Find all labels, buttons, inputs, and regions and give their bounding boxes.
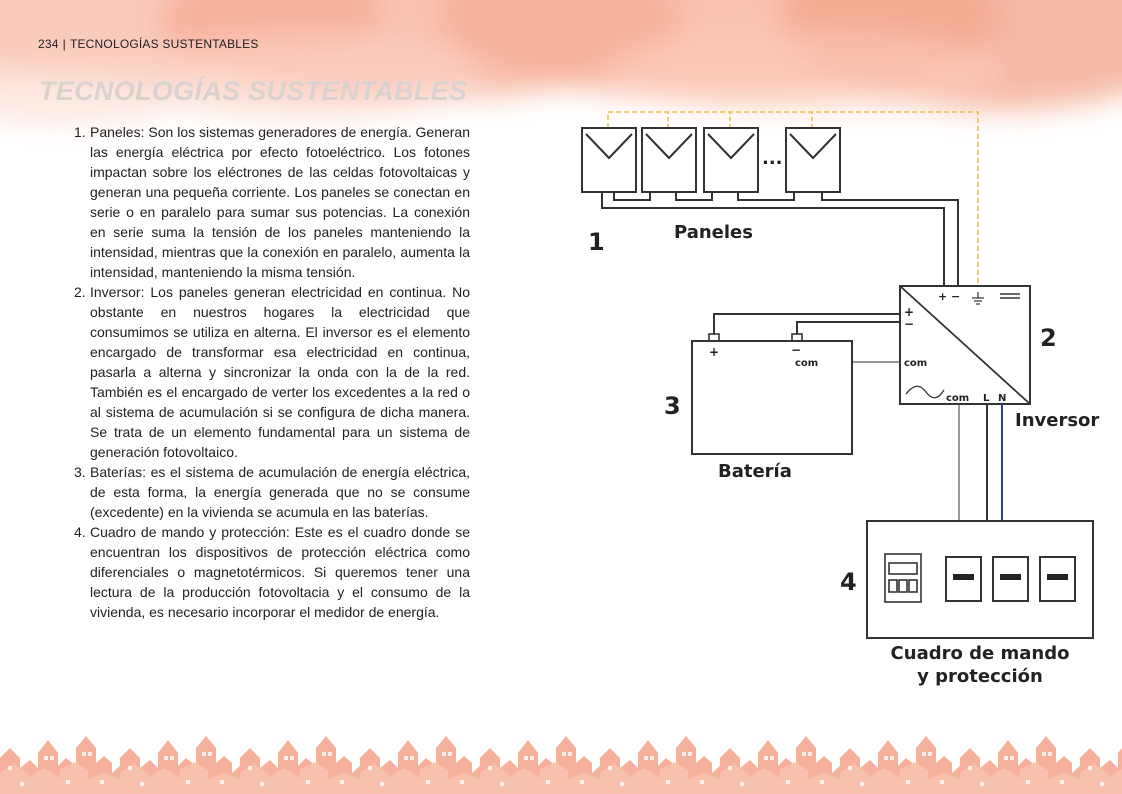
inverter-com-left: com: [904, 358, 928, 369]
circuit-breaker-icon: [946, 557, 981, 601]
solar-panel-icon: [642, 128, 696, 192]
panel-board-label-line1: Cuadro de mando: [890, 643, 1070, 664]
header-separator: |: [62, 37, 66, 51]
list-item-number: 4.: [74, 524, 86, 540]
inverter-dc-terminals: + −: [938, 290, 961, 303]
page-number: 234: [38, 37, 59, 51]
list-item: [74, 282, 470, 462]
inverter: [900, 286, 1030, 404]
battery-wires: [714, 314, 900, 336]
circuit-breaker-icon: [993, 557, 1028, 601]
footer-town-background: [0, 718, 1122, 794]
battery-number: 3: [664, 392, 681, 420]
list-item-text: Paneles: Son los sistemas generadores de energía. Generan las energía eléctrica por efecto fotoeléctrico. Los fotones impactan sobre los eléctrones de las celdas fotovoltaicas y generan una pequeña corriente. Los paneles se conectan en serie o en paralelo para sumar sus potencias. La conexión en serie suma la tensión de los paneles manteniendo la intensidad, mientras que la conexión en paralelo, aumenta la intensidad, manteniendo la misma tensión.: [90, 124, 470, 280]
list-item-text: Inversor: Los paneles generan electricidad en continua. No obstante en nuestros hogares la electricidad que consumimos se utiliza en alterna. El inversor es el elemento encargado de transformar esa electricidad en continua, pasarla a alterna y sincronizar la onda con la de la red. También es el encargado de verter los excedentes a la red o al sistema de acumulación si se configura de dicha manera. Se trata de un elemento fundamental para un sistema de generación fotovoltaico.: [90, 284, 470, 460]
list-item-number: 3.: [74, 464, 86, 480]
inverter-label: Inversor: [1015, 410, 1100, 431]
battery: [692, 334, 852, 454]
panel-board-number: 4: [840, 568, 857, 596]
ground-wire-panels: [668, 112, 812, 128]
solar-panels: [582, 128, 840, 192]
battery-label: Batería: [718, 461, 792, 482]
panel-board-label-line2: y protección: [917, 666, 1043, 687]
solar-panel-icon: [704, 128, 758, 192]
photovoltaic-wiring-diagram: [560, 100, 1110, 700]
components-list: [74, 122, 470, 622]
section-title: TECNOLOGÍAS SUSTENTABLES: [39, 76, 468, 106]
battery-minus: −: [791, 343, 802, 357]
list-item: [74, 522, 470, 622]
battery-com: com: [795, 358, 819, 369]
inverter-battery-plus: +: [904, 305, 915, 319]
panels-label: Paneles: [674, 222, 753, 243]
running-title: TECNOLOGÍAS SUSTENTABLES: [69, 37, 259, 51]
control-panel-board: [867, 521, 1093, 638]
list-item-number: 2.: [74, 284, 86, 300]
inverter-L-terminal: L: [983, 393, 990, 404]
list-item: [74, 462, 470, 522]
inverter-N-terminal: N: [998, 393, 1007, 404]
inverter-number: 2: [1040, 324, 1057, 352]
running-header: [38, 37, 259, 51]
circuit-breaker-icon: [1040, 557, 1075, 601]
list-item-text: Baterías: es el sistema de acumulación de energía eléctrica, de esta forma, la energía generada que no se consume (excedente) en la vivienda se acumula en las baterías.: [90, 464, 470, 520]
inverter-com-bottom: com: [946, 393, 970, 404]
battery-plus: +: [709, 345, 720, 359]
solar-panel-icon: [786, 128, 840, 192]
panels-dc-wires: [602, 192, 958, 288]
energy-meter-icon: [885, 554, 921, 602]
panels-ellipsis: ...: [762, 148, 783, 169]
list-item-number: 1.: [74, 124, 86, 140]
list-item: [74, 122, 470, 282]
solar-panel-icon: [582, 128, 636, 192]
list-item-text: Cuadro de mando y protección: Este es el cuadro donde se encuentran los dispositivos de protección eléctrica como diferenciales o magnetotérmicos. Si queremos tener una lectura de la producción fotovoltacia y el consumo de la vivienda, es necesario incorporar el medidor de energía.: [90, 524, 470, 620]
panels-number: 1: [588, 228, 605, 256]
inverter-battery-minus: −: [904, 317, 915, 331]
